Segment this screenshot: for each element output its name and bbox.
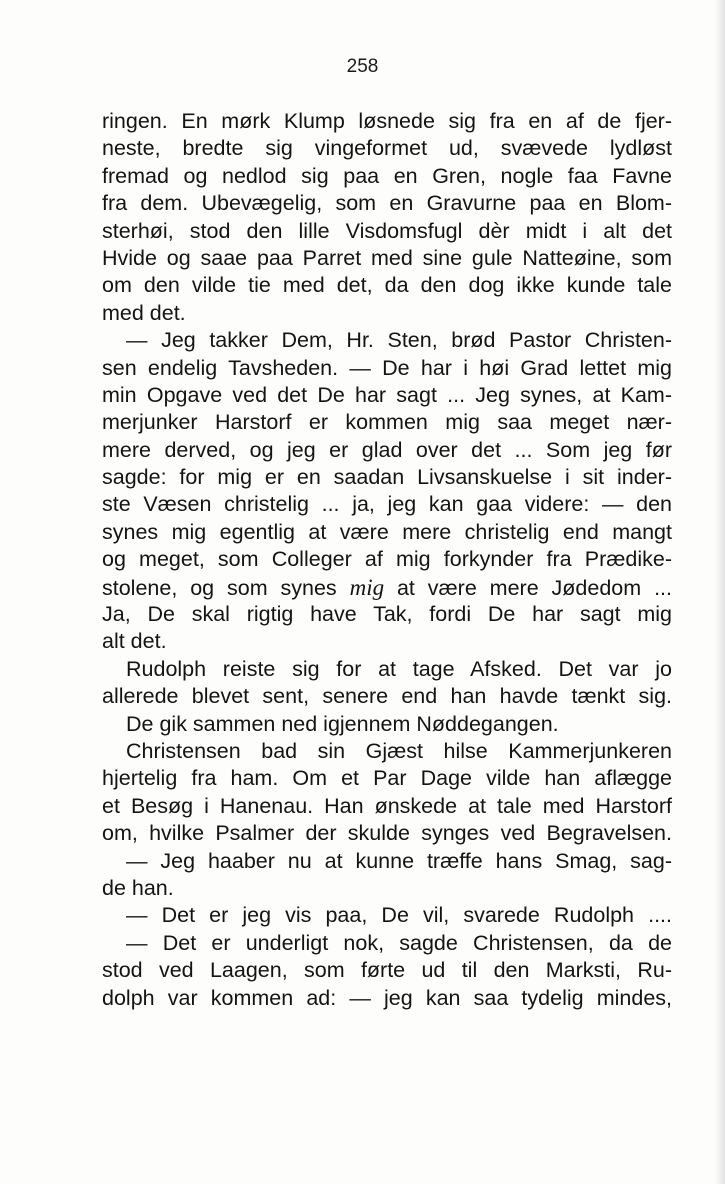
- text-line: sterhøi, stod den lille Visdomsfugl dèr midt i alt det: [102, 218, 672, 243]
- text-line: ringen. En mørk Klump løsnede sig fra en af de fjer-: [102, 109, 672, 133]
- text-line: dolph var kommen ad: — jeg kan saa tydelig mindes,: [102, 985, 672, 1010]
- text-line: Rudolph reiste sig for at tage Afsked. Det var jo: [126, 656, 672, 681]
- text-line-with-italic: [102, 574, 672, 601]
- text-line: fra dem. Ubevægelig, som en Gravurne paa en Blom-: [102, 191, 672, 216]
- text-line: De gik sammen ned igjennem Nøddegangen.: [126, 711, 559, 736]
- text-line: sen endelig Tavsheden. — De har i høi Grad lettet mig: [102, 355, 672, 380]
- text-line: synes mig egentlig at være mere christelig end mangt: [102, 519, 672, 544]
- page-number: 258: [346, 56, 379, 77]
- text-line: ste Væsen christelig ... ja, jeg kan gaa videre: — den: [102, 492, 672, 517]
- text-line: — Jeg haaber nu at kunne træffe hans Smag, sag-: [126, 848, 672, 873]
- text-line: Ja, De skal rigtig have Tak, fordi De har sagt mig: [102, 602, 672, 627]
- text-line: mere derved, og jeg er glad over det ... Som jeg før: [102, 437, 672, 462]
- body-text: [102, 108, 672, 1012]
- text-line: Christensen bad sin Gjæst hilse Kammerjunkeren: [126, 738, 672, 763]
- text-line: sagde: for mig er en saadan Livsanskuelse i sit inder-: [102, 465, 672, 490]
- text-line: stod ved Laagen, som førte ud til den Marksti, Ru-: [102, 958, 672, 983]
- text-line: om, hvilke Psalmer der skulde synges ved Begravelsen.: [102, 821, 672, 846]
- text-line: allerede blevet sent, senere end han havde tænkt sig.: [102, 684, 672, 709]
- text-line: merjunker Harstorf er kommen mig saa meget nær-: [102, 410, 672, 435]
- text-line: hjertelig fra ham. Om et Par Dage vilde han aflægge: [102, 766, 672, 791]
- text-line: Hvide og saae paa Parret med sine gule Natteøine, som: [102, 245, 672, 270]
- text-line: — Det er jeg vis paa, De vil, svarede Rudolph ....: [126, 903, 672, 928]
- text-line: alt det.: [102, 629, 167, 654]
- page-edge-shadow: [715, 0, 725, 1184]
- italic-word: mig: [349, 574, 385, 600]
- text-line: min Opgave ved det De har sagt ... Jeg synes, at Kam-: [102, 382, 672, 407]
- text-line: om den vilde tie med det, da den dog ikke kunde tale: [102, 273, 672, 298]
- text-line: et Besøg i Hanenau. Han ønskede at tale med Harstorf: [102, 793, 672, 818]
- text-line: og meget, som Colleger af mig forkynder fra Prædike-: [102, 547, 672, 572]
- text-line: neste, bredte sig vingeformet ud, svævede lydløst: [102, 136, 672, 161]
- text-line: — Jeg takker Dem, Hr. Sten, brød Pastor Christen-: [126, 328, 672, 353]
- text-line: de han.: [102, 875, 174, 900]
- text-segment: stolene, og som synes: [102, 575, 350, 600]
- text-line: med det.: [102, 300, 186, 325]
- text-line: fremad og nedlod sig paa en Gren, nogle faa Favne: [102, 163, 672, 188]
- text-segment: at være mere Jødedom ...: [384, 575, 672, 600]
- text-line: — Det er underligt nok, sagde Christensen, da de: [126, 930, 672, 955]
